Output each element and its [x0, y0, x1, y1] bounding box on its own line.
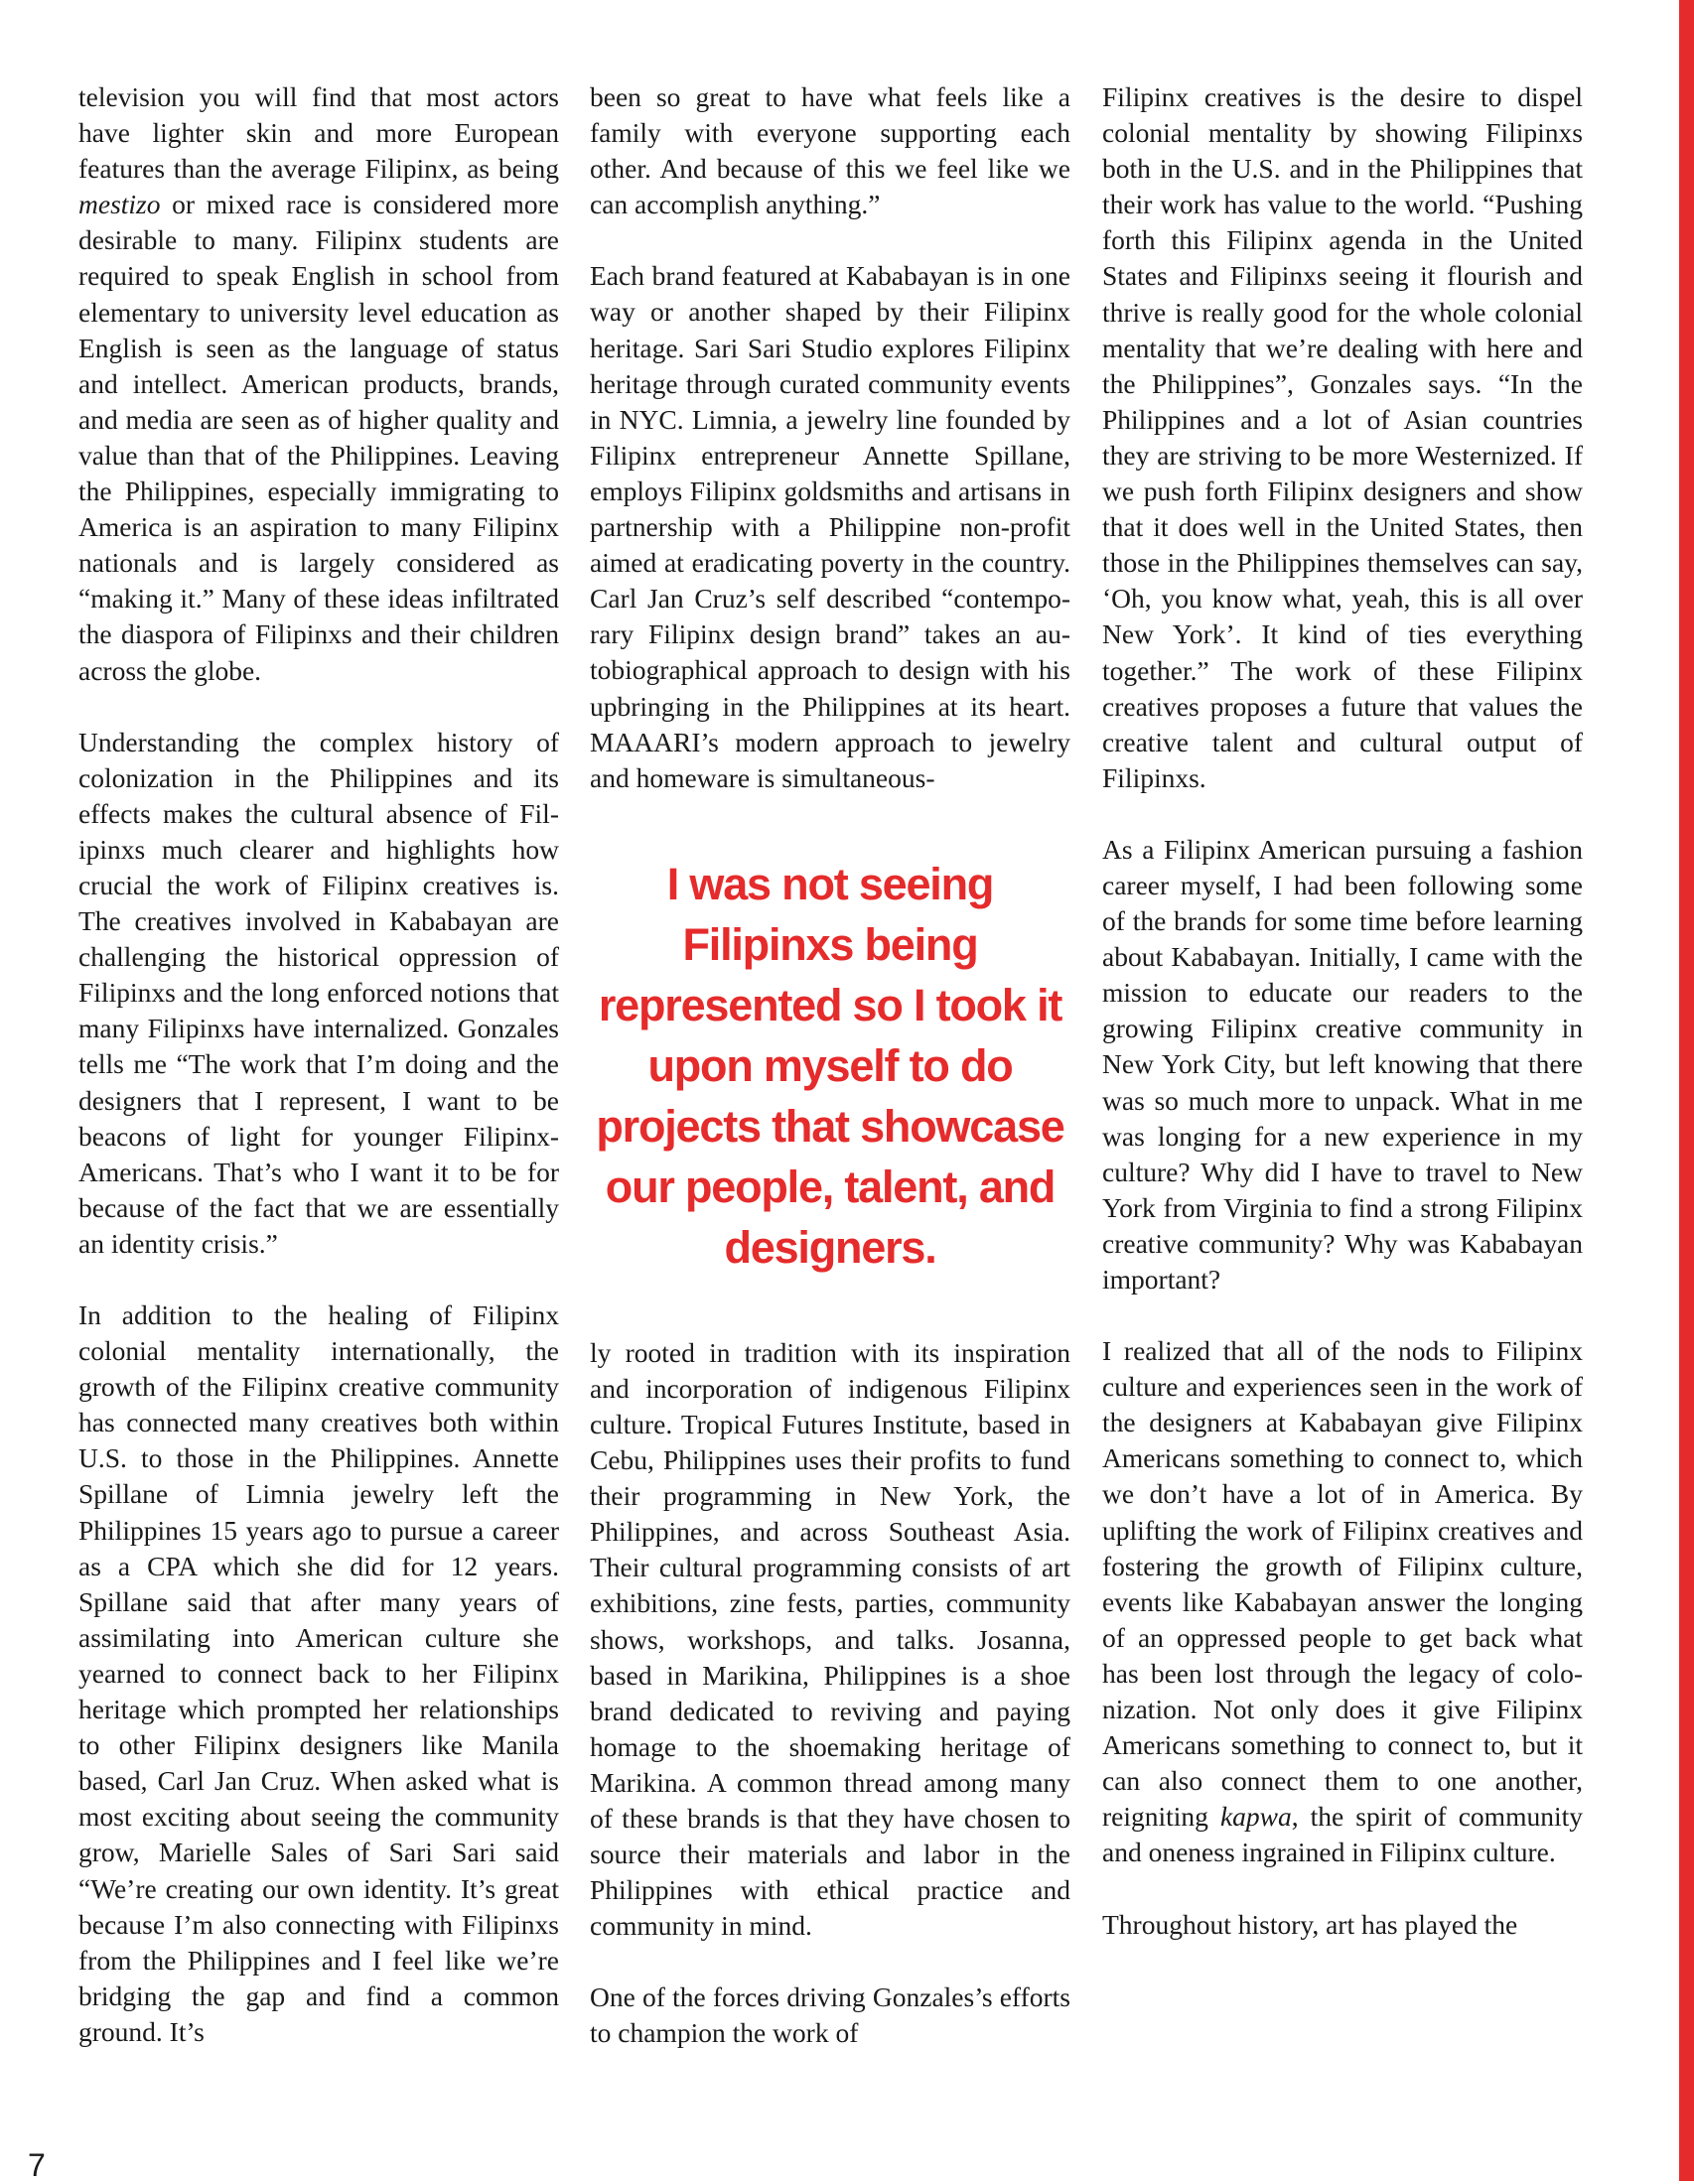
pull-quote: I was not seeing Filipinxs being represented so I took it upon myself to do projects that showcase our people, talent, and designers.	[596, 858, 1064, 1273]
paragraph: As a Filipinx American pursuing a fashion career myself, I had been following some of the brands for some time before learning about Kababayan. Initially, I came with the mission to educate our readers to the growing Filipinx creative community in New York City, but left knowing that there was so much more to unpack. What in me was longing for a new experience in my culture? Why did I have to travel to New York from Virginia to find a strong Filipinx creative community? Why was Kababayan important?	[1102, 833, 1583, 1295]
page-number: 7	[28, 2147, 46, 2183]
article-column-3	[1102, 79, 1583, 1943]
paragraph: In addition to the healing of Filipinx colonial mentality internationally, the growth of the Filipinx creative community has connected many creatives both within U.S. to those in the Philippines. Annette Spillane of Limnia jewelry left the Philippines 15 years ago to pursue a career as a CPA which she did for 12 years. Spillane said that after many years of assimilating into American culture she yearned to connect back to her Filipinx heritage which prompted her relationships to other Filipinx designers like Manila based, Carl Jan Cruz. When asked what is most exciting about seeing the community grow, Marielle Sales of Sari Sari said “We’re creating our own identity. It’s great because I’m also connecting with Filipinxs from the Philippines and I feel like we’re bridging the gap and find a common ground. It’s	[78, 1299, 559, 2047]
paragraph: ly rooted in tradition with its inspiration and incorporation of indigenous Filipinx culture. Tropical Futures Institute, based in Cebu, Philippines uses their profits to fund their programming in New York, the Philippines, and across Southeast Asia. Their cultural programming consists of art exhibitions, zine fests, parties, community shows, workshops, and talks. Josanna, based in Marikina, Philippines is a shoe brand dedicated to reviving and paying homage to the shoemaking heritage of Marikina. A common thread among many of these brands is that they have chosen to source their materials and labor in the Philippines with ethical practice and community in mind.	[590, 1336, 1070, 1942]
paragraph: Throughout history, art has played the	[1102, 1908, 1518, 1940]
paragraph: television you will find that most actors have lighter skin and more European features than the average Filipinx, as being mestizo or mixed race is considered more desirable to many. Filipinx students are required to speak English in school from elementary to university level education as English is seen as the language of status and intellect. American products, brands, and media are seen as of higher quality and value than that of the Philippines. Leaving the Philippines, especially immigrating to America is an aspiration to many Filipinx nationals and is largely considered as “making it.” Many of these ideas infiltrated the diaspora of Filipinxs and their children across the globe.	[78, 81, 559, 686]
paragraph: Each brand featured at Kababayan is in one way or another shaped by their Filipinx heritage. Sari Sari Studio explores Filipinx heritage through curated community events in NYC. Limnia, a jewelry line founded by Filipinx entrepreneur Annette Spillane, employs Filipinx goldsmiths and artisans in partnership with a Philippine non-profit aimed at eradicating poverty in the country. Carl Jan Cruz’s self described “contemporary Filipinx design brand” takes an autobiographical approach to design with his upbringing in the Philippines at its heart. MAAARI’s modern approach to jewelry and homeware is simultaneous-	[590, 260, 1070, 793]
article-column-2	[590, 79, 1070, 2052]
emphasis-kapwa: kapwa	[1219, 1801, 1292, 1833]
article-column-1	[78, 79, 559, 2050]
paragraph: One of the forces driving Gonzales’s efforts to champion the work of	[590, 1981, 1070, 2049]
paragraph: I realized that all of the nods to Filipinx culture and experiences seen in the work of the designers at Kababayan give Filipinx Americans something to connect to, which we don’t have a lot of in America. By uplifting the work of Filipinx creatives and fostering the growth of Filipinx culture, events like Kababayan answer the longing of an oppressed people to get back what has been lost through the legacy of colonization. Not only does it give Filipinx Americans something to connect to, but it can also connect them to one another, reigniting kapwa, the spirit of community and oneness ingrained in Filipinx culture.	[1102, 1335, 1583, 1868]
paragraph: Filipinx creatives is the desire to dispel colonial mentality by showing Filipinxs both in the U.S. and in the Philippines that their work has value to the world. “Pushing forth this Filipinx agenda in the United States and Filipinxs seeing it flourish and thrive is really good for the whole colonial mentality that we’re dealing with here and the Philippines”, Gonzales says. “In the Philippines and a lot of Asian countries they are striving to be more Westernized. If we push forth Filipinx designers and show that it does well in the United States, then those in the Philippines themselves can say, ‘Oh, you know what, yeah, this is all over New York’. It kind of ties everything together.” The work of these Filipinx creatives proposes a future that values the creative talent and cultural output of Filipinxs.	[1102, 81, 1583, 793]
red-edge-bar	[1679, 0, 1694, 2181]
paragraph: Understanding the complex history of colonization in the Philippines and its effects makes the cultural absence of Filipinxs much clearer and highlights how crucial the work of Filipinx creatives is. The creatives involved in Kababayan are challenging the historical oppression of Filipinxs and the long enforced notions that many Filipinxs have internalized. Gonzales tells me “The work that I’m doing and the designers that I represent, I want to be beacons of light for younger Filipinx-Americans. That’s who I want it to be for because of the fact that we are essentially an identity crisis.”	[78, 726, 559, 1259]
paragraph: been so great to have what feels like a family with everyone supporting each other. And because of this we feel like we can accomplish anything.”	[590, 81, 1070, 220]
emphasis-mestizo: mestizo	[78, 189, 161, 220]
